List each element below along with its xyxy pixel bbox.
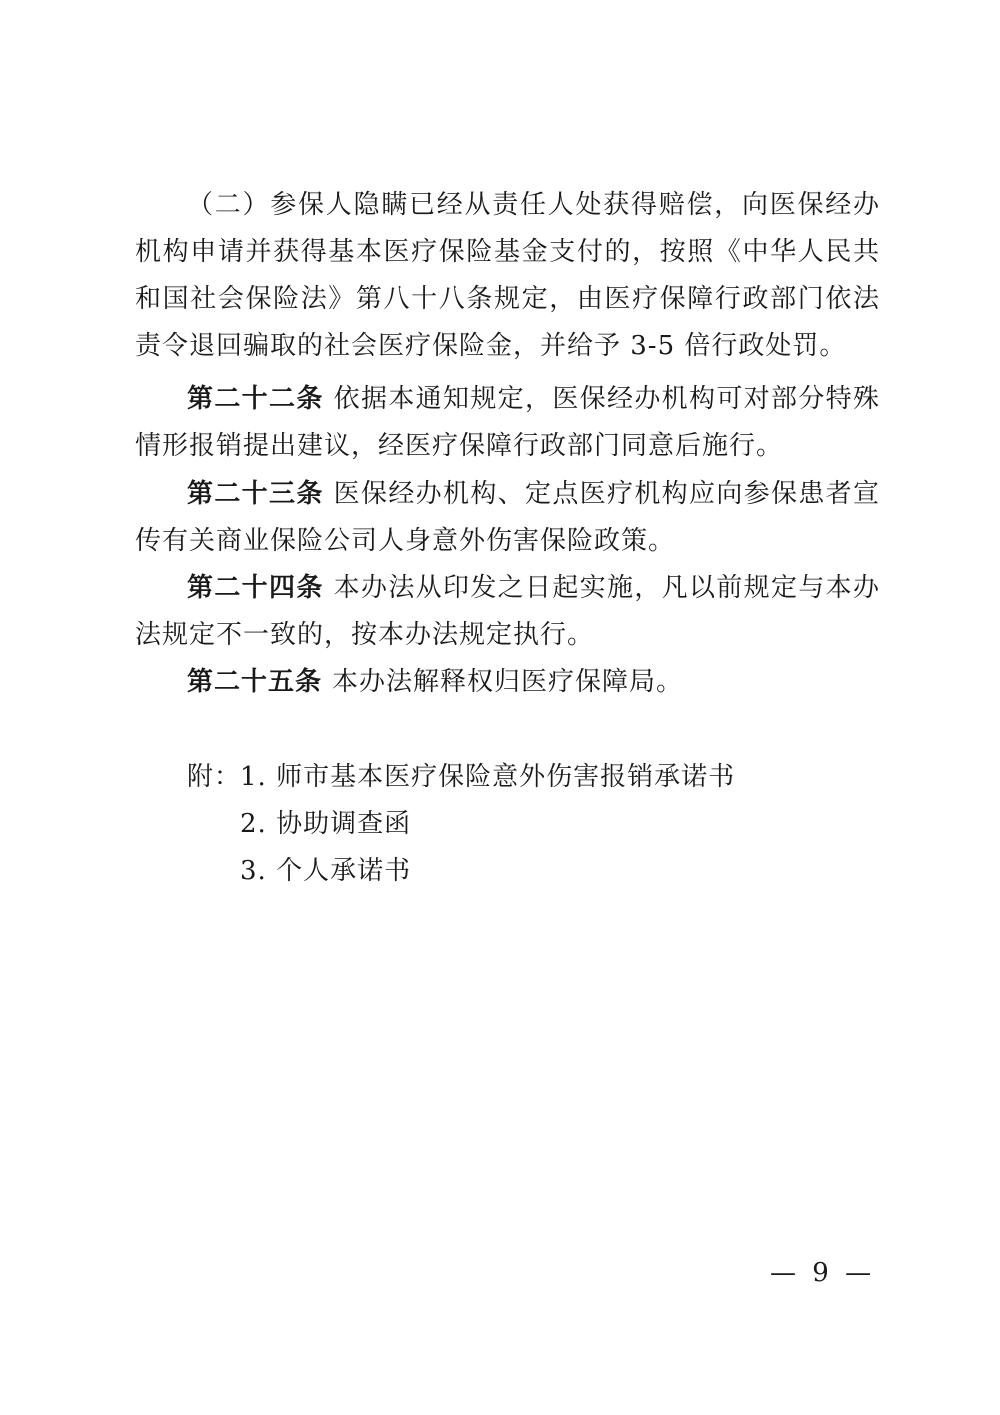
- article-25-text: 本办法解释权归医疗保障局。: [332, 667, 684, 697]
- attachment-item-2: 2. 协助调查函: [240, 809, 412, 839]
- article-24-text: 本办法从印发之日起实施，凡以前规定与本办法规定不一致的，按本办法规定执行。: [135, 573, 880, 650]
- attachments-label: 附：: [187, 762, 242, 792]
- article-23-number: 第二十三条: [187, 479, 324, 509]
- article-22-text: 依据本通知规定，医保经办机构可对部分特殊情形报销提出建议，经医疗保障行政部门同意后施行。: [135, 384, 880, 461]
- article-25-number: 第二十五条: [187, 667, 323, 697]
- article-22: [135, 376, 880, 470]
- article-24: [135, 565, 880, 659]
- attachment-item-1: 1. 师市基本医疗保险意外伤害报销承诺书: [240, 762, 736, 792]
- paragraph-item-2: [135, 182, 880, 370]
- page-number: — 9 —: [770, 1258, 876, 1288]
- article-22-number: 第二十二条: [187, 384, 324, 414]
- attachment-item-3: 3. 个人承诺书: [240, 856, 412, 886]
- article-23-text: 医保经办机构、定点医疗机构应向参保患者宣传有关商业保险公司人身意外伤害保险政策。: [135, 479, 880, 556]
- article-25: [135, 659, 880, 706]
- article-24-number: 第二十四条: [187, 573, 324, 603]
- paragraph-item-2-text: （二）参保人隐瞒已经从责任人处获得赔偿，向医保经办机构申请并获得基本医疗保险基金支付的，按照《中华人民共和国社会保险法》第八十八条规定，由医疗保障行政部门依法责令退回骗取的社会医疗保险金，并给予 3-5 倍行政处罚。: [135, 190, 880, 361]
- article-23: [135, 471, 880, 565]
